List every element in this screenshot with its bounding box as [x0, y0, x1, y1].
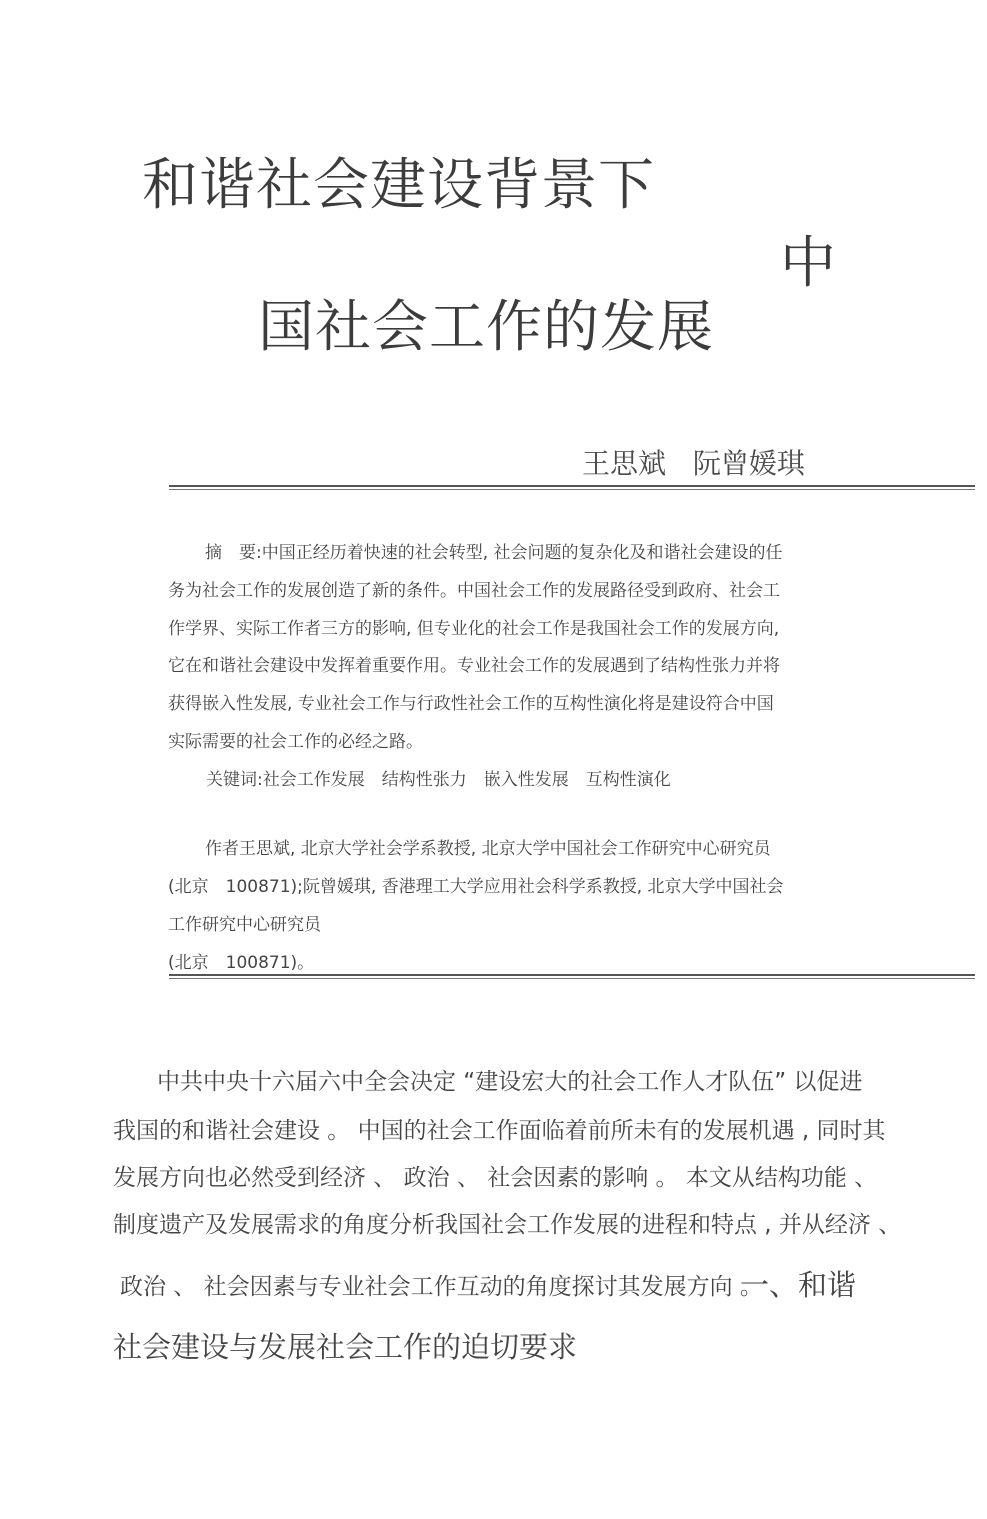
- author-note-line-3: 工作研究中心研究员: [168, 915, 321, 935]
- body-line-4: 制度遗产及发展需求的角度分析我国社会工作发展的进程和特点 , 并从经济 、: [113, 1212, 902, 1238]
- title-line-3: 国社会工作的发展: [258, 295, 714, 360]
- body-line-1: 中共中央十六届六中全会决定 “建设宏大的社会工作人才队伍” 以促进: [157, 1069, 863, 1095]
- keywords: 关键词:社会工作发展 结构性张力 嵌入性发展 互构性演化: [206, 770, 671, 790]
- top-divider: [169, 485, 975, 490]
- body-line-3: 发展方向也必然受到经济 、 政治 、 社会因素的影响 。 本文从结构功能 、: [113, 1165, 878, 1191]
- abstract-line-3: 作学界、实际工作者三方的影响, 但专业化的社会工作是我国社会工作的发展方向,: [168, 619, 780, 639]
- body-line-5: 政治 、 社会因素与专业社会工作互动的角度探讨其发展方向 。: [120, 1274, 763, 1300]
- section-heading-part-1: 一、和谐: [740, 1268, 857, 1302]
- author-note-line-4: (北京 100871)。: [168, 953, 315, 973]
- abstract-line-5: 获得嵌入性发展, 专业社会工作与行政性社会工作的互构性演化将是建设符合中国: [168, 694, 774, 714]
- title-line-1: 和谐社会建设背景下: [142, 153, 655, 218]
- author-note-line-1: 作者王思斌, 北京大学社会学系教授, 北京大学中国社会工作研究中心研究员: [205, 839, 771, 859]
- author-note-line-2: (北京 100871);阮曾媛琪, 香港理工大学应用社会科学系教授, 北京大学中国社会: [168, 877, 784, 897]
- authors: 王思斌 阮曾媛琪: [582, 447, 805, 480]
- body-line-2: 我国的和谐社会建设 。 中国的社会工作面临着前所未有的发展机遇 , 同时其: [113, 1118, 886, 1144]
- abstract-line-4: 它在和谐社会建设中发挥着重要作用。专业社会工作的发展遇到了结构性张力并将: [168, 656, 780, 676]
- abstract-line-2: 务为社会工作的发展创造了新的条件。中国社会工作的发展路径受到政府、社会工: [168, 581, 780, 601]
- abstract-line-1: 摘 要:中国正经历着快速的社会转型, 社会问题的复杂化及和谐社会建设的任: [205, 543, 783, 563]
- title-line-2: 中: [780, 231, 837, 296]
- bottom-divider: [169, 974, 975, 979]
- section-heading-part-2: 社会建设与发展社会工作的迫切要求: [113, 1330, 578, 1364]
- abstract-line-6: 实际需要的社会工作的必经之路。: [168, 732, 423, 752]
